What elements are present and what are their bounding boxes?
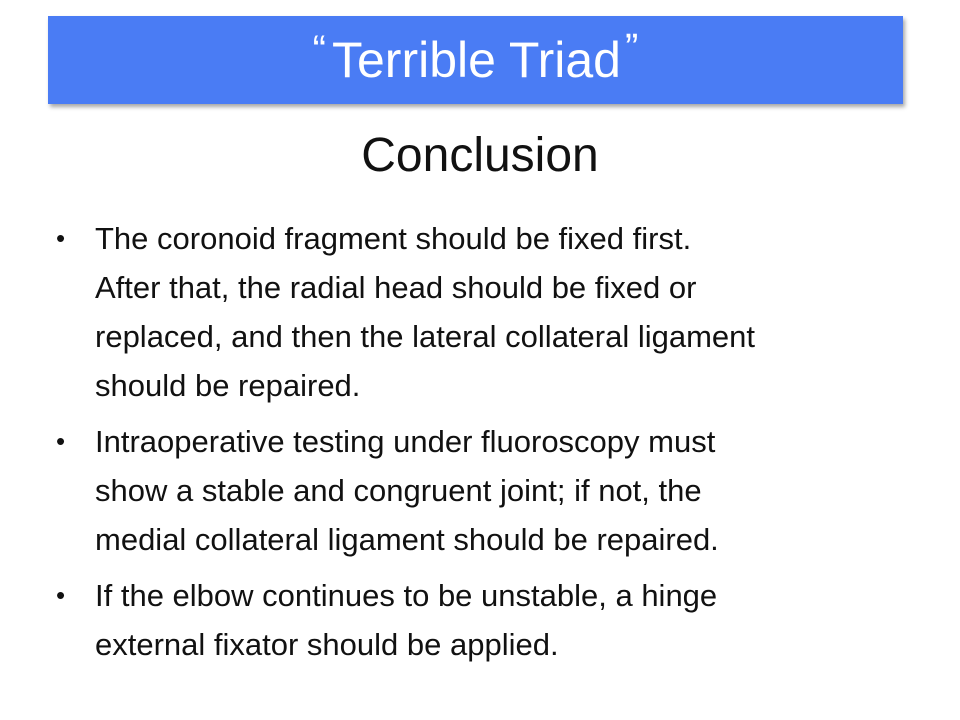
- bullet-line: If the elbow continues to be unstable, a hinge: [95, 578, 718, 613]
- bullet-line: The coronoid fragment should be fixed first.: [95, 221, 692, 256]
- bullet-line: After that, the radial head should be fixed or: [95, 270, 697, 305]
- bullet-line: external fixator should be applied.: [95, 627, 559, 662]
- bullet-line: show a stable and congruent joint; if not, the: [95, 473, 702, 508]
- bullet-line: medial collateral ligament should be repaired.: [95, 522, 719, 557]
- slide-title-text: Terrible Triad: [332, 32, 621, 88]
- title-banner: [48, 16, 903, 104]
- bullet-icon: •: [56, 426, 66, 456]
- bullet-line: Intraoperative testing under fluoroscopy must: [95, 424, 716, 459]
- bullet-list: [0, 214, 960, 676]
- bullet-item-2: [0, 417, 895, 564]
- title-open-quote: “: [312, 28, 326, 72]
- bullet-item-1: [0, 214, 895, 410]
- bullet-line: replaced, and then the lateral collateral ligament: [95, 319, 756, 354]
- title-close-quote: ”: [625, 26, 639, 70]
- bullet-icon: •: [56, 223, 66, 253]
- bullet-line: should be repaired.: [95, 368, 361, 403]
- bullet-icon: •: [56, 580, 66, 610]
- bullet-item-3: [0, 571, 895, 669]
- slide-subtitle: Conclusion: [361, 129, 599, 182]
- slide-title: [312, 26, 639, 89]
